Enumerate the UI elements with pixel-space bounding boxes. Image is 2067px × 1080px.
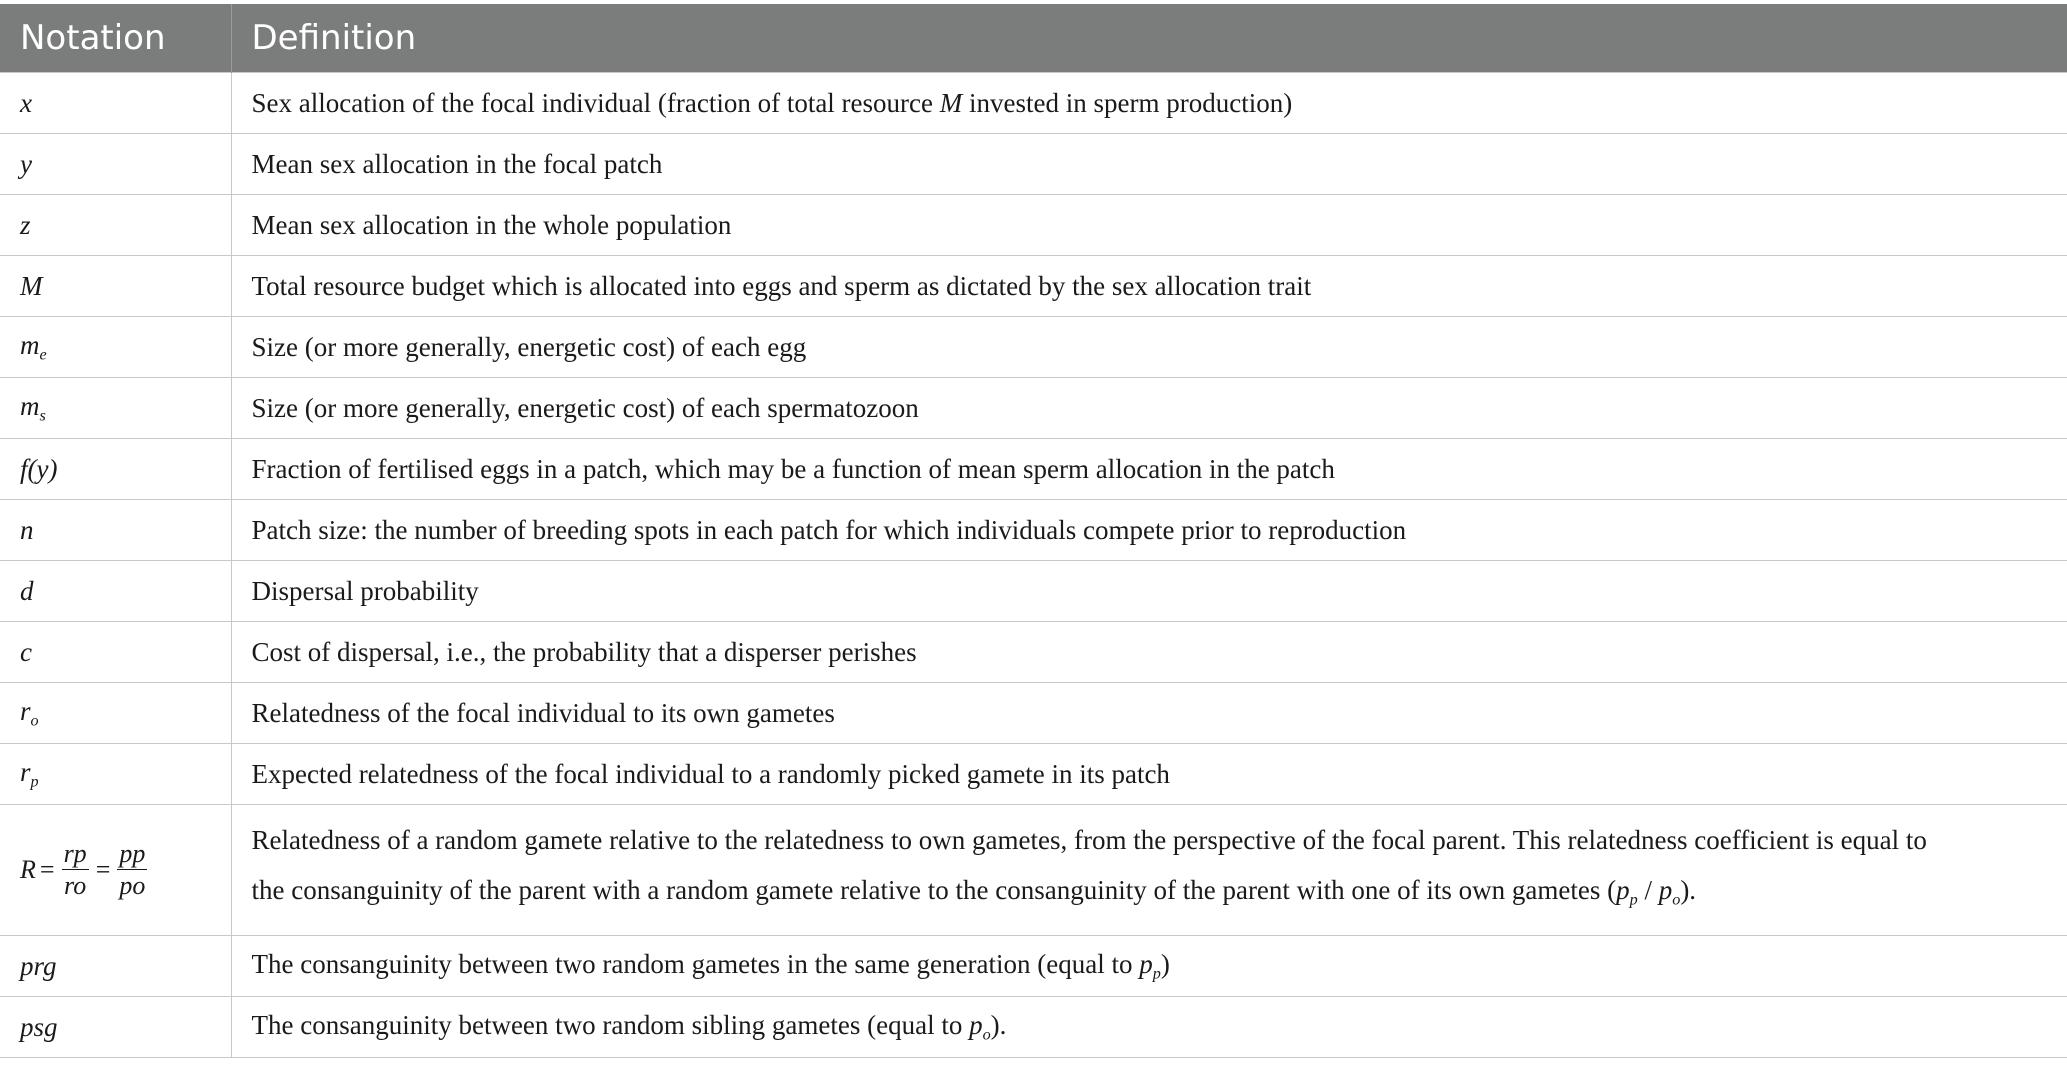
definition-text: Sex allocation of the focal individual (fraction of total resource: [251, 87, 940, 118]
symbol: m: [20, 329, 40, 360]
notation-cell: M: [0, 256, 231, 317]
notation-cell: prg: [0, 936, 231, 997]
relatedness-formula: [20, 841, 150, 899]
notation-cell: [0, 683, 231, 744]
notation-table-container: [0, 4, 2067, 1058]
definition-cell: Total resource budget which is allocated into eggs and sperm as dictated by the sex allocation trait: [231, 256, 2067, 317]
definition-italic: p: [1658, 875, 1673, 906]
notation-cell: n: [0, 500, 231, 561]
symbol: r: [20, 756, 31, 787]
table-row: [0, 439, 2067, 500]
definition-text: invested in sperm production): [962, 87, 1293, 118]
notation-cell: z: [0, 195, 231, 256]
symbol: m: [20, 390, 40, 421]
symbol-subscript: e: [39, 345, 47, 364]
table-row: [0, 683, 2067, 744]
definition-subscript: o: [1672, 890, 1681, 909]
definition-cell: Mean sex allocation in the focal patch: [231, 134, 2067, 195]
table-row: [0, 936, 2067, 997]
definition-cell: Patch size: the number of breeding spots in each patch for which individuals compete prior to reproduction: [231, 500, 2067, 561]
symbol-subscript: s: [39, 406, 46, 425]
notation-cell: [0, 744, 231, 805]
notation-table: [0, 4, 2067, 1058]
fraction-denominator: ro: [64, 871, 87, 900]
fraction-rp-ro: [62, 841, 89, 899]
fraction-numerator: rp: [63, 839, 87, 868]
notation-cell: c: [0, 622, 231, 683]
formula-equals: =: [95, 855, 111, 884]
notation-cell: psg: [0, 997, 231, 1058]
definition-cell: [231, 936, 2067, 997]
definition-cell: Relatedness of the focal individual to its own gametes: [231, 683, 2067, 744]
fraction-numerator: pp: [119, 839, 146, 868]
definition-text: /: [1637, 875, 1659, 906]
symbol-subscript: p: [30, 772, 39, 791]
definition-italic: p: [1139, 948, 1153, 979]
notation-cell: [0, 378, 231, 439]
fraction-denominator: po: [119, 871, 146, 900]
table-row: [0, 622, 2067, 683]
table-header-row: [0, 4, 2067, 73]
table-row: [0, 317, 2067, 378]
table-row: [0, 195, 2067, 256]
definition-text: ): [1160, 948, 1170, 979]
symbol-subscript: o: [30, 711, 39, 730]
table-row: [0, 805, 2067, 936]
definition-text: ).: [990, 1009, 1007, 1040]
definition-subscript: p: [1152, 964, 1161, 983]
table-row: [0, 73, 2067, 134]
definition-cell: Size (or more generally, energetic cost) of each spermatozoon: [231, 378, 2067, 439]
definition-cell: Expected relatedness of the focal individual to a randomly picked gamete in its patch: [231, 744, 2067, 805]
formula-equals: =: [39, 855, 55, 884]
notation-cell: x: [0, 73, 231, 134]
definition-text: The consanguinity between two random gametes in the same generation (equal to: [251, 948, 1140, 979]
definition-cell: Size (or more generally, energetic cost) of each egg: [231, 317, 2067, 378]
definition-subscript: p: [1629, 890, 1638, 909]
definition-text: ).: [1680, 875, 1697, 906]
definition-text: The consanguinity between two random sibling gametes (equal to: [251, 1009, 970, 1040]
header-definition: Definition: [231, 4, 2067, 73]
definition-cell: Mean sex allocation in the whole population: [231, 195, 2067, 256]
definition-cell: [231, 73, 2067, 134]
definition-cell: Fraction of fertilised eggs in a patch, which may be a function of mean sperm allocation in the patch: [231, 439, 2067, 500]
table-row: [0, 500, 2067, 561]
notation-cell: y: [0, 134, 231, 195]
table-row: [0, 378, 2067, 439]
notation-cell: f(y): [0, 439, 231, 500]
definition-text: the consanguinity of the parent with a random gamete relative to the consanguinity of the parent with one of its own gametes (: [251, 875, 1617, 906]
definition-cell: [231, 997, 2067, 1058]
notation-cell: [0, 317, 231, 378]
definition-italic: p: [1616, 875, 1630, 906]
table-row: [0, 561, 2067, 622]
table-row: [0, 256, 2067, 317]
header-notation: Notation: [0, 4, 231, 73]
definition-italic: p: [969, 1009, 983, 1040]
table-row: [0, 134, 2067, 195]
definition-italic: M: [939, 87, 963, 118]
notation-cell: d: [0, 561, 231, 622]
definition-cell: [231, 805, 2067, 936]
table-row: [0, 744, 2067, 805]
notation-cell: [0, 805, 231, 936]
formula-lhs: R: [20, 855, 36, 884]
fraction-pp-po: [117, 841, 147, 899]
table-row: [0, 997, 2067, 1058]
symbol: r: [20, 695, 31, 726]
definition-cell: Dispersal probability: [231, 561, 2067, 622]
definition-subscript: o: [982, 1025, 991, 1044]
definition-text: Relatedness of a random gamete relative to the relatedness to own gametes, from the perspective of the focal parent. This relatedness coefficient is equal to: [251, 825, 1927, 856]
definition-cell: Cost of dispersal, i.e., the probability that a disperser perishes: [231, 622, 2067, 683]
